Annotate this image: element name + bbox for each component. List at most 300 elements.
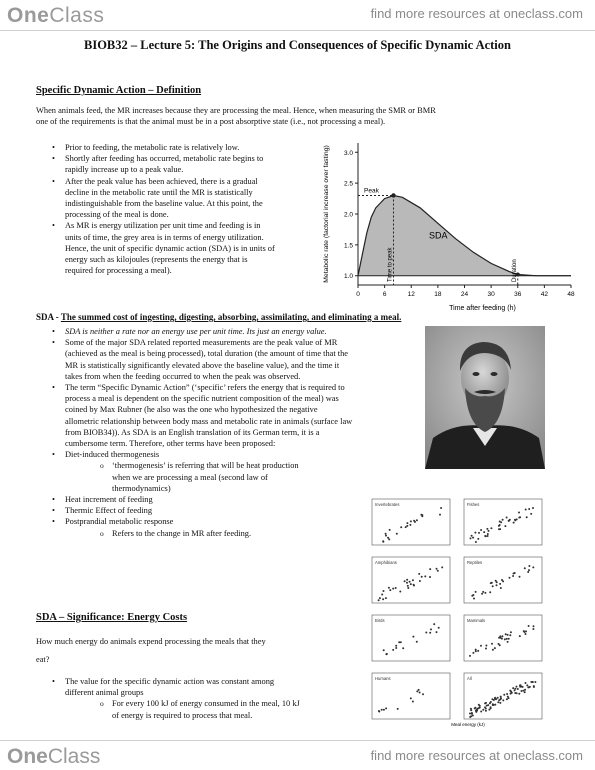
scatter-point [421,576,423,578]
sub-bullet-item [48,698,368,720]
bullet-line: rapidly increase up to a peak value. [65,165,184,175]
bullet-line: • After the peak value has been achieved, there is a gradual [65,176,258,186]
bullet-line: process a meal is dependent on the specific nutrient composition of the meal) was [65,394,339,404]
scatter-point [473,598,475,600]
scatter-point [514,692,516,694]
scatter-point [472,715,474,717]
scatter-point [385,533,387,535]
scatter-point [397,708,399,710]
scatter-point [406,522,408,524]
scatter-point [528,508,530,510]
sda-heading: SDA - The summed cost of ingesting, digesting, absorbing, assimilating, and eliminating a meal. [36,312,402,322]
scatter-point [527,686,529,688]
scatter-point [526,516,528,518]
scatter-point [514,688,516,690]
scatter-point [506,698,508,700]
scatter-point [497,697,499,699]
scatter-panel-label: Mammals [467,618,486,623]
scatter-point [407,587,409,589]
section-heading-significance: SDA – Significance: Energy Costs [36,612,188,623]
scatter-point [524,567,526,569]
scatter-point [470,708,472,710]
scatter-panel-label: Fishes [467,502,480,507]
y-tick-label: 1.0 [343,273,353,281]
scatter-point [496,584,498,586]
bullet-line: from BIOB34)). As SDA is an English translation of its German term, it is a [65,427,320,437]
scatter-point [388,587,390,589]
scatter-point [474,707,476,709]
scatter-point [410,520,412,522]
bullet-line: coined by Max Rubner (he also was the one who hypothesized the negative [65,405,318,415]
x-tick-label: 12 [407,291,415,298]
scatter-point [485,648,487,650]
bullet-line: • Thermic Effect of feeding [65,506,153,516]
scatter-point [517,688,519,690]
scatter-point [469,716,471,718]
scatter-point [528,565,530,567]
scatter-point [518,693,520,695]
scatter-point [383,649,385,651]
scatter-point [406,579,408,581]
scatter-point [437,570,439,572]
bullet-line: cumbersome term. Therefore, other terms have been proposed: [65,439,276,449]
scatter-point [506,517,508,519]
scatter-point [412,579,414,581]
scatter-point [487,535,489,537]
scatter-point [485,702,487,704]
scatter-point [471,535,473,537]
scatter-point [489,591,491,593]
scatter-point [385,535,387,537]
bullet-item [48,326,424,337]
scatter-point [419,692,421,694]
significance-intro [36,636,366,665]
scatter-point [499,702,501,704]
scatter-point [500,696,502,698]
scatter-point [412,701,414,703]
scatter-point [525,509,527,511]
scatter-point [438,627,440,629]
scatter-point [532,628,534,630]
scatter-point [519,576,521,578]
bullet-line: required for processing a meal). [65,266,172,276]
scatter-point [503,694,505,696]
x-tick-label: 24 [460,291,469,298]
scatter-point [516,686,518,688]
scatter-point [492,585,494,587]
bullet-line: decline in the metabolic rate until the MR is statistically [65,187,253,197]
scatter-point [532,507,534,509]
scatter-point [387,537,389,539]
scatter-point [505,633,507,635]
scatter-panel-label: Amphibians [375,560,397,565]
scatter-point [485,710,487,712]
scatter-point [526,684,528,686]
scatter-point [381,594,383,596]
scatter-point [511,692,513,694]
scatter-point [484,535,486,537]
bullet-line: different animal groups [65,688,144,698]
duration-label: Duration [511,259,518,282]
x-axis-label: Time after feeding (h) [449,305,516,312]
scatter-point [484,592,486,594]
x-tick-label: 18 [434,291,442,298]
scatter-point [497,701,499,703]
x-tick-label: 42 [540,291,548,298]
scatter-point [385,707,387,709]
scatter-point [378,599,380,601]
scatter-point [471,595,473,597]
scatter-point [488,530,490,532]
bullet-line: allometric relationship between body mass and metabolic rate in animals (surface law [65,416,353,426]
scatter-point [382,598,384,600]
scatter-point [413,585,415,587]
bullet-item [48,176,318,221]
scatter-point [507,634,509,636]
scatter-point [436,631,438,633]
scatter-point [475,711,477,713]
scatter-point [404,580,406,582]
scatter-point [479,705,481,707]
bullet-line: • SDA is neither a rate nor an energy use per unit time. Its just an energy value. [65,327,327,336]
scatter-point [416,519,418,521]
scatter-point [491,643,493,645]
scatter-point [400,526,402,528]
scatter-point [416,690,418,692]
x-tick-label: 6 [382,291,387,298]
bullet-item [48,449,424,460]
scatter-point [478,532,480,534]
scatter-point [519,635,521,637]
bullet-line: • Shortly after feeding has occurred, metabolic rate begins to [65,154,264,164]
scatter-point [499,524,501,526]
scatter-point [385,597,387,599]
bullet-line: indistinguishable from the baseline value. At this point, the [65,199,263,209]
sda-area-label: SDA [429,230,448,241]
scatter-point [512,687,514,689]
scatter-point [508,638,510,640]
peak-label: Peak [364,187,379,195]
scatter-point [491,698,493,700]
text-line: one of the requirements is that the animal must be in a post absorptive state (i.e., not processing a meal). [36,117,386,127]
oneclass-logo: OneClass [7,4,105,27]
scatter-point [395,645,397,647]
bullet-line: of energy is required to process that meal. [112,710,253,720]
scatter-point [480,529,482,531]
scatter-point [499,521,501,523]
bullet-line: o ‘thermogenesis’ is referring that will be heat production [112,461,299,471]
scatter-point [492,649,494,651]
bullet-item [48,676,368,698]
scatter-point [518,512,520,514]
y-tick-label: 3.0 [343,149,353,157]
scatter-point [525,630,527,632]
scatter-point [471,713,473,715]
section-heading-definition: Specific Dynamic Action – Definition [36,85,202,96]
scatter-point [412,636,414,638]
scatter-point [422,693,424,695]
oneclass-footer-logo: OneClass [7,745,101,768]
scatter-point [485,645,487,647]
scatter-point [532,681,534,683]
bullet-line: thermodynamics) [112,483,171,493]
scatter-point [402,647,404,649]
meal-energy-scatter-panels [358,497,550,729]
page-title: BIOB32 – Lecture 5: The Origins and Consequences of Specific Dynamic Action [84,38,511,52]
scatter-point [500,697,502,699]
scatter-point [409,524,411,526]
scatter-point [474,532,476,534]
scatter-panel-label: Reptiles [467,560,483,565]
scatter-point [395,647,397,649]
scatter-point [430,628,432,630]
bullet-line: (achieved as the meal is being processed), total duration (the amount of time that the [65,349,349,359]
scatter-panel-label: Invertebrates [375,502,400,507]
scatter-point [413,520,415,522]
bullet-line: processing of the meal is done. [65,210,169,220]
scatter-point [482,591,484,593]
scatter-point [477,538,479,540]
bullet-line: • The term “Specific Dynamic Action” (‘specific’ refers the energy that is required to [65,383,345,393]
x-tick-label: 0 [356,291,360,298]
header-resources-link[interactable]: find more resources at oneclass.com [370,6,583,21]
bullet-line: o For every 100 kJ of energy consumed in the meal, 10 kJ [112,699,300,709]
scatter-point [494,697,496,699]
scatter-point [406,525,408,527]
scatter-point [509,690,511,692]
scatter-point [494,647,496,649]
x-tick-label: 36 [514,291,522,298]
scatter-point [484,706,486,708]
scatter-point [480,645,482,647]
scatter-point [425,632,427,634]
scatter-point [483,531,485,533]
scatter-point [424,575,426,577]
scatter-point [480,711,482,713]
scatter-point [501,638,503,640]
scatter-point [398,641,400,643]
scatter-point [523,630,525,632]
scatter-point [410,697,412,699]
bullet-line: • Some of the major SDA related reported measurements are the peak value of MR [65,338,338,348]
scatter-point [392,649,394,651]
scatter-point [534,681,536,683]
scatter-point [433,623,435,625]
y-tick-label: 1.5 [343,242,353,250]
scatter-point [469,655,471,657]
scatter-point [527,571,529,573]
x-tick-label: 30 [487,291,495,298]
scatter-point [501,635,503,637]
text-line: When animals feed, the MR increases because they are processing the meal. Hence, when measuring the SMR or BMR [36,106,436,115]
scatter-point [518,517,520,519]
bullet-item [48,382,424,449]
bullet-line: units of time, the grey area is in terms of energy utilization. [65,232,264,242]
scatter-point [487,533,489,535]
scatter-point [530,513,532,515]
scatter-point [407,585,409,587]
scatter-point [410,583,412,585]
scatter-point [504,525,506,527]
text-line: How much energy do animals expend processing the meals that they [36,637,266,646]
scatter-point [383,709,385,711]
bullet-line: • Prior to feeding, the metabolic rate is relatively low. [65,143,240,152]
scatter-point [475,650,477,652]
scatter-point [528,625,530,627]
scatter-point [436,568,438,570]
scatter-point [406,582,408,584]
sda-chart [316,135,578,313]
scatter-point [533,686,535,688]
scatter-panel-label: Humans [375,676,391,681]
peak-point [391,193,395,197]
scatter-point [486,528,488,530]
scatter-point [477,650,479,652]
scatter-point [418,573,420,575]
bullet-line: • The value for the specific dynamic action was constant among [65,677,275,686]
bullet-item [48,337,424,382]
scatter-point [498,699,500,701]
scatter-point [490,701,492,703]
scatter-point [475,541,477,543]
scatter-point [439,514,441,516]
bullet-line: takes from when the feeding occurred to when the peak was observed. [65,371,301,381]
scatter-panel-label: Birds [375,618,385,623]
scatter-point [470,537,472,539]
bullet-line: when we are processing a meal (second law of [112,472,268,482]
footer-divider [0,740,595,741]
scatter-point [478,707,480,709]
scatter-point [472,652,474,654]
scatter-point [416,641,418,643]
sub-bullet-item [48,460,424,494]
scatter-point [510,631,512,633]
bullet-line: Hence, the unit of specific dynamic action (SDA) is in units of [65,243,275,253]
scatter-point [525,682,527,684]
y-tick-label: 2.0 [343,211,353,219]
scatter-point [512,575,514,577]
scatter-point [495,580,497,582]
scatter-point [429,568,431,570]
scatter-point [532,566,534,568]
scatter-point [513,522,515,524]
scatter-point [487,704,489,706]
scatter-point [514,572,516,574]
scatter-x-axis-label: Meal energy (kJ) [451,722,485,727]
scatter-point [498,643,500,645]
scatter-point [381,709,383,711]
scatter-point [494,704,496,706]
y-tick-label: 2.5 [343,180,353,188]
scatter-point [441,566,443,568]
scatter-point [399,591,401,593]
scatter-point [509,634,511,636]
scatter-point [481,593,483,595]
scatter-point [379,597,381,599]
scatter-point [392,588,394,590]
scatter-point [519,686,521,688]
scatter-point [395,587,397,589]
scatter-point [522,686,524,688]
scatter-panel-label: All [467,676,472,681]
scatter-point [524,691,526,693]
scatter-point [482,709,484,711]
scatter-point [475,591,477,593]
scatter-point [507,641,509,643]
text-line: eat? [36,655,50,665]
bullet-line: energy such as kilojoules (represents the energy that is [65,255,248,265]
bullet-line: • Heat increment of feeding [65,495,153,505]
scatter-point [502,519,504,521]
scatter-point [491,582,493,584]
scatter-point [389,589,391,591]
scatter-point [501,579,503,581]
definition-bullet-list [48,142,318,276]
scatter-point [409,581,411,583]
scatter-point [508,520,510,522]
bullet-line: MR is statistically significantly elevated above the baseline value), and the time it [65,360,340,370]
bullet-line: • Postprandial metabolic response [65,517,174,527]
scatter-point [506,638,508,640]
scatter-point [521,690,523,692]
scatter-point [499,528,501,530]
scatter-point [502,699,504,701]
scatter-point [492,704,494,706]
bullet-item [48,220,318,276]
scatter-point [472,537,474,539]
scatter-point [500,587,502,589]
intro-paragraph [36,105,566,127]
time-to-peak-label: Time to peak [387,247,394,282]
scatter-point [429,632,431,634]
footer-resources-link[interactable]: find more resources at oneclass.com [370,748,583,763]
x-tick-label: 48 [567,291,575,298]
scatter-point [396,533,398,535]
scatter-point [469,713,471,715]
scatter-point [499,635,501,637]
scatter-point [386,653,388,655]
scatter-point [405,526,407,528]
scatter-point [533,625,535,627]
scatter-point [528,569,530,571]
scatter-point [382,541,384,543]
scatter-point [508,697,510,699]
scatter-point [506,693,508,695]
scatter-point [525,633,527,635]
scatter-point [490,707,492,709]
scatter-point [429,576,431,578]
bullet-item [48,153,318,175]
bullet-line: o Refers to the change in MR after feeding. [112,528,252,538]
bullet-item [48,142,318,153]
scatter-point [516,518,518,520]
scatter-point [383,590,385,592]
scatter-point [524,689,526,691]
header-divider [0,30,595,31]
scatter-point [499,583,501,585]
scatter-point [419,580,421,582]
scatter-point [490,527,492,529]
scatter-point [378,710,380,712]
scatter-point [421,515,423,517]
scatter-point [504,638,506,640]
scatter-point [389,529,391,531]
significance-bullet-list [48,676,368,721]
y-axis-label: Metabolic rate (factorial increase over fasting) [323,145,330,283]
scatter-point [509,577,511,579]
scatter-point [440,507,442,509]
bullet-line: • As MR is energy utilization per unit time and feeding is in [65,221,261,231]
